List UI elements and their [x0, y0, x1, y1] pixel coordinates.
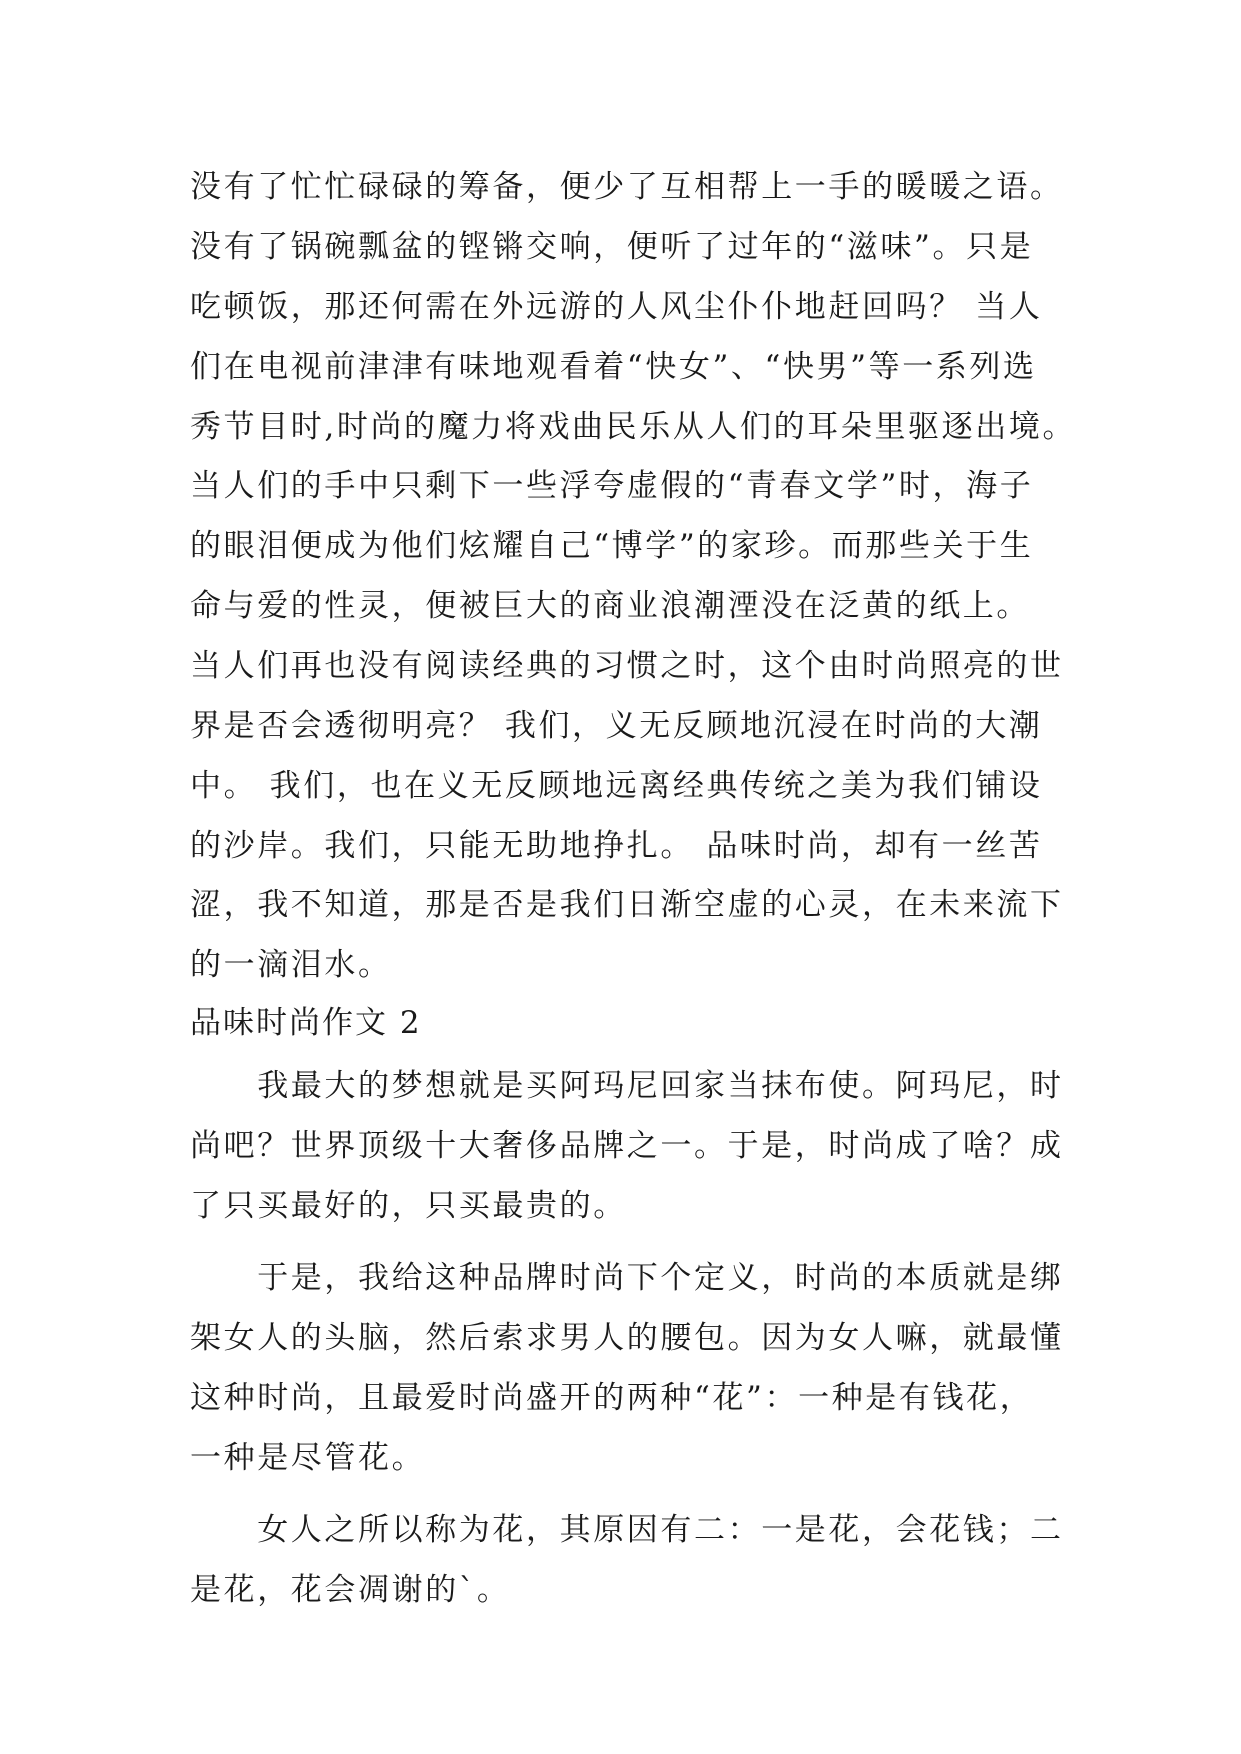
text-line: 我最大的梦想就是买阿玛尼回家当抹布使。阿玛尼，时: [190, 1068, 1064, 1104]
text-line: 涩，我不知道，那是否是我们日渐空虚的心灵，在未来流下: [190, 887, 1064, 923]
text-line: 界是否会透彻明亮？ 我们，义无反顾地沉浸在时尚的大潮: [190, 708, 1043, 744]
text-line: 于是，我给这种品牌时尚下个定义，时尚的本质就是绑: [190, 1260, 1064, 1296]
text-line: 命与爱的性灵，便被巨大的商业浪潮湮没在泛黄的纸上。: [190, 588, 1030, 624]
text-line: 没有了锅碗瓢盆的铿锵交响，便听了过年的“滋味”。只是: [190, 229, 1034, 265]
section-heading: 品味时尚作文 2: [190, 1005, 422, 1041]
text-line: 架女人的头脑，然后索求男人的腰包。因为女人嘛，就最懂: [190, 1320, 1064, 1356]
text-line: 当人们的手中只剩下一些浮夸虚假的“青春文学”时，海子: [190, 468, 1034, 504]
text-line: 当人们再也没有阅读经典的习惯之时，这个由时尚照亮的世: [190, 648, 1064, 684]
text-line: 尚吧？世界顶级十大奢侈品牌之一。于是，时尚成了啥？成: [190, 1128, 1064, 1164]
text-line: 中。 我们，也在义无反顾地远离经典传统之美为我们铺设: [190, 768, 1043, 804]
text-line: 的沙岸。我们，只能无助地挣扎。 品味时尚，却有一丝苦: [190, 828, 1043, 864]
text-line: 是花，花会凋谢的`。: [190, 1572, 511, 1608]
text-line: 的眼泪便成为他们炫耀自己“博学”的家珍。而那些关于生: [190, 528, 1034, 564]
text-line: 一种是尽管花。: [190, 1440, 426, 1476]
text-line: 这种时尚，且最爱时尚盛开的两种“花”：一种是有钱花，: [190, 1380, 1034, 1416]
text-line: 了只买最好的，只买最贵的。: [190, 1188, 627, 1224]
text-line: 秀节目时,时尚的魔力将戏曲民乐从人们的耳朵里驱逐出境。: [190, 409, 1077, 445]
text-line: 没有了忙忙碌碌的筹备，便少了互相帮上一手的暖暖之语。: [190, 169, 1064, 205]
text-line: 吃顿饭，那还何需在外远游的人风尘仆仆地赶回吗？ 当人: [190, 289, 1043, 325]
text-line: 的一滴泪水。: [190, 947, 392, 983]
text-line: 们在电视前津津有味地观看着“快女”、“快男”等一系列选: [190, 349, 1037, 385]
text-line: 女人之所以称为花，其原因有二：一是花，会花钱；二: [190, 1512, 1064, 1548]
